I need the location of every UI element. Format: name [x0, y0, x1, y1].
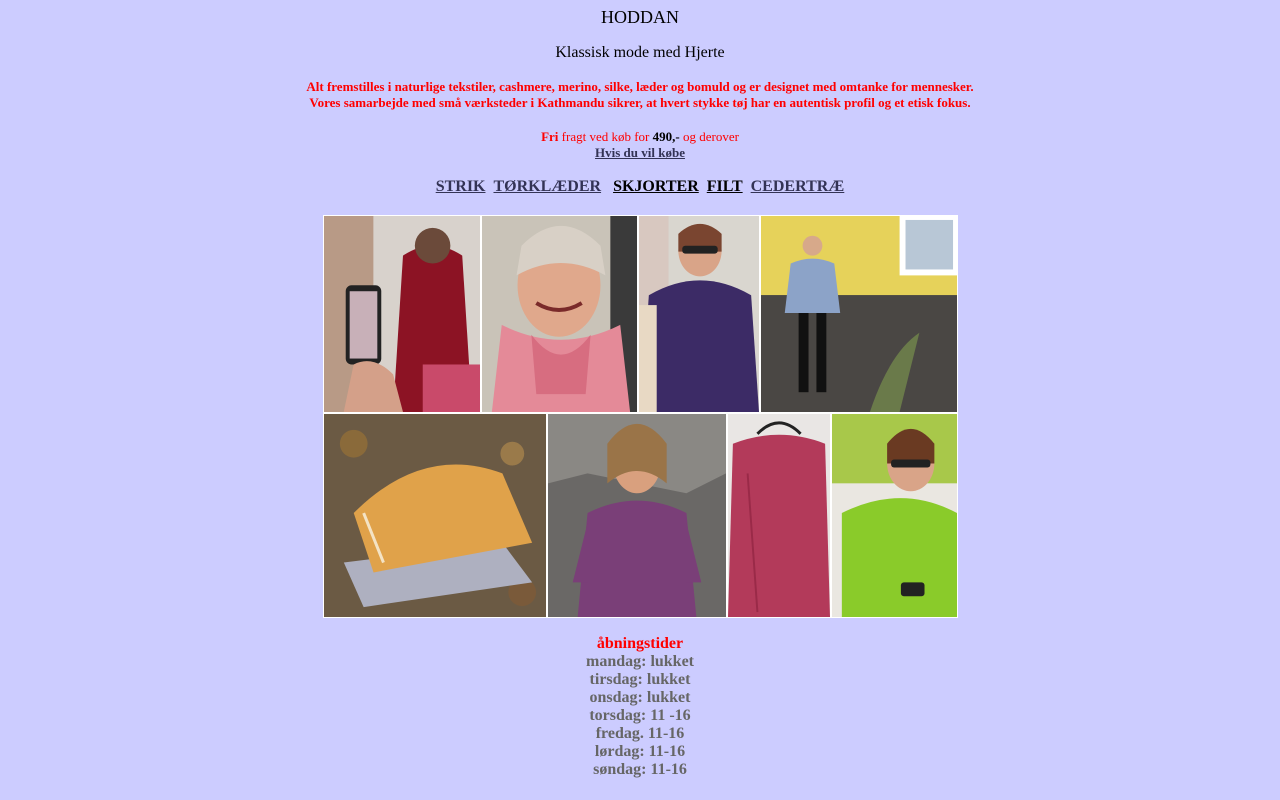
- brand-title: HODDAN: [601, 7, 679, 27]
- nav-skjorter[interactable]: SKJORTER: [613, 178, 699, 195]
- free-shipping-suffix: og derover: [679, 129, 739, 144]
- opening-hours-title: åbningstider: [596, 635, 684, 652]
- nav-cedertrae[interactable]: CEDERTRÆ: [750, 178, 845, 195]
- buy-link[interactable]: Hvis du vil købe: [595, 145, 685, 160]
- hours-monday: mandag: lukket: [585, 653, 695, 670]
- hours-wednesday: onsdag: lukket: [589, 689, 691, 706]
- buy-info: [0, 145, 1280, 161]
- free-shipping-amount: 490,-: [652, 129, 680, 144]
- photo-green-sweater[interactable]: [831, 413, 958, 618]
- photo-pink-sweater-hanger[interactable]: [727, 413, 831, 618]
- photo-purple-cardigan[interactable]: [547, 413, 727, 618]
- photo-purple-poncho[interactable]: [638, 215, 760, 413]
- photo-pink-scarf[interactable]: [481, 215, 638, 413]
- category-nav: [0, 178, 1280, 196]
- free-shipping-notice: [0, 129, 1280, 145]
- free-shipping-text: fragt ved køb for: [558, 129, 653, 144]
- nav-torklaeder[interactable]: TØRKLÆDER: [493, 178, 602, 195]
- hours-saturday: lørdag: 11-16: [594, 743, 686, 760]
- intro-line-2: Vores samarbejde med små værksteder i Kathmandu sikrer, at hvert stykke tøj har en autentisk profil og et etisk fokus.: [309, 95, 971, 110]
- photo-blue-shirt-wall[interactable]: [760, 215, 958, 413]
- hours-sunday: søndag: 11-16: [593, 761, 687, 778]
- intro-line-1: Alt fremstilles i naturlige tekstiler, cashmere, merino, silke, læder og bomuld og er designet med omtanke for mennesker.: [306, 79, 974, 94]
- hours-thursday: torsdag: 11 -16: [589, 707, 691, 724]
- free-label: Fri: [541, 129, 559, 144]
- hours-tuesday: tirsdag: lukket: [589, 671, 691, 688]
- nav-filt[interactable]: FILT: [706, 178, 743, 195]
- opening-hours: [0, 635, 1280, 779]
- nav-strik[interactable]: STRIK: [435, 178, 486, 195]
- hours-friday: fredag. 11-16: [595, 725, 685, 742]
- photo-red-sweater-phone[interactable]: [323, 215, 481, 413]
- product-photo-collage: [323, 215, 958, 618]
- tagline: Klassisk mode med Hjerte: [555, 44, 725, 61]
- photo-folded-blankets[interactable]: [323, 413, 547, 618]
